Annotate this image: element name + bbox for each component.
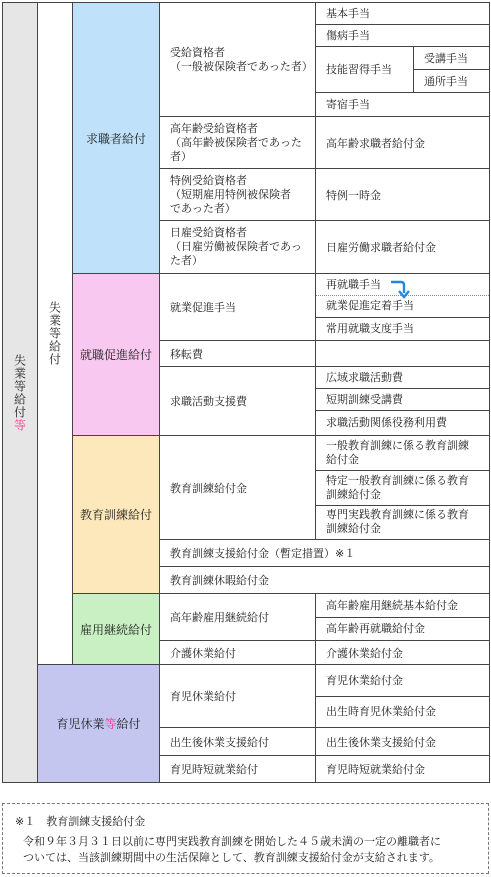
footnote-line2: ついては、当該訓練期間中の生活保障として、教育訓練支援給付金が支給されます。 (23, 851, 440, 864)
job-seeker-category (72, 2, 160, 274)
care-leave-cell (159, 640, 316, 665)
general-edu-item: 一般教育訓練に係る教育訓練 給付金 (326, 439, 469, 466)
short-term-training-item: 短期訓練受講費 (326, 393, 403, 406)
birth-childcare-benefit-item: 出生時育児休業給付金 (326, 704, 436, 718)
postnatal-support-benefit-label: 出生後休業支援給付金 (326, 735, 436, 749)
job-search-services-item: 求職活動関係役務利用費 (326, 416, 447, 429)
elderly-continuation-items (315, 593, 490, 641)
elderly-lump-sum-cell (315, 116, 490, 169)
elderly-recipient-line3: 者） (170, 149, 192, 163)
postnatal-support-cell (159, 727, 316, 756)
short-time-work-benefit-cell (315, 755, 490, 783)
relocation-label: 移転費 (170, 347, 203, 361)
short-time-work-cell (159, 755, 316, 783)
root-label: 失業等給付 (12, 353, 27, 419)
care-leave-label: 介護休業給付 (170, 646, 236, 660)
special-lump-sum-label: 特例一時金 (326, 188, 381, 202)
basic-recipient-cell (159, 2, 316, 117)
promotion-items (315, 273, 490, 341)
education-label: 教育訓練給付 (79, 508, 152, 522)
promotion-allowance-cell (159, 273, 316, 341)
relocation-items (315, 340, 490, 367)
elderly-lump-sum-label: 高年齢求職者給付金 (326, 136, 425, 150)
professional-edu-item: 専門実践教育訓練に係る教育 訓練給付金 (326, 508, 469, 535)
job-seeker-label: 求職者給付 (85, 131, 146, 146)
elderly-reemployment-item: 高年齢再就職給付金 (326, 621, 425, 635)
childcare-label-c: 給付 (116, 717, 141, 731)
promotion-label: 就職促進給付 (79, 348, 152, 362)
day-labor-benefit-cell (315, 220, 490, 274)
relocation-cell (159, 340, 316, 367)
special-recipient-cell (159, 168, 316, 221)
reemployment-allowance-item: 再就職手当 (326, 277, 381, 291)
wide-area-search-item: 広域求職活動費 (326, 371, 403, 384)
root-label-suffix: 等 (12, 418, 27, 432)
basic-recipient-items (315, 2, 490, 117)
special-lump-sum-cell (315, 168, 490, 221)
basic-allowance-item: 基本手当 (326, 7, 370, 20)
unemployment-category (37, 2, 73, 665)
day-labor-benefit-label: 日雇労働求職者給付金 (326, 241, 436, 254)
childcare-leave-benefit-item: 育児休業給付金 (326, 673, 403, 687)
day-laborer-recipient-line3: た者） (170, 254, 203, 267)
elderly-recipient-line2: （高年齢被保険者であった (170, 135, 302, 149)
elderly-recipient-cell (159, 116, 316, 169)
edu-training-benefit-cell (159, 435, 316, 540)
basic-recipient-line1: 受給資格者 (170, 45, 225, 59)
childcare-leave-items (315, 664, 490, 728)
footnote-line1: 令和９年３月３１日以前に専門実践教育訓練を開始した４５歳未満の一定の離職者に (23, 835, 441, 848)
day-laborer-recipient-line2: （日雇労働被保険者であっ (170, 240, 302, 253)
curved-arrow-icon (388, 279, 414, 299)
specific-edu-item: 特定一般教育訓練に係る教育 訓練給付金 (326, 473, 469, 501)
edu-training-leave-label: 教育訓練休暇給付金 (170, 574, 269, 587)
childcare-leave-cell (159, 664, 316, 728)
job-search-support-label: 求職活動支援費 (170, 395, 247, 408)
postnatal-support-benefit-cell (315, 727, 490, 756)
special-recipient-line3: であった者） (170, 201, 236, 215)
employment-continuation-label: 雇用継続給付 (79, 622, 152, 637)
unemployment-label: 失業等給付 (47, 301, 62, 366)
edu-training-support-cell (159, 539, 490, 567)
footnote-box (2, 803, 489, 874)
childcare-category (37, 664, 160, 783)
injury-allowance-item: 傷病手当 (326, 29, 370, 42)
regular-employment-item: 常用就職支度手当 (326, 321, 414, 335)
employment-continuation-category (72, 593, 160, 665)
care-leave-benefit-label: 介護休業給付金 (326, 646, 403, 660)
commuting-allowance-item: 通所手当 (424, 74, 468, 88)
employment-settlement-item: 就業促進定着手当 (326, 299, 414, 312)
root-category (2, 2, 38, 783)
education-category (72, 435, 160, 594)
special-recipient-line1: 特例受給資格者 (170, 173, 247, 187)
education-items (315, 435, 490, 540)
promotion-category (72, 273, 160, 436)
basic-recipient-line2: （一般被保険者であった者） (170, 59, 313, 73)
edu-training-benefit-label: 教育訓練給付金 (170, 481, 247, 495)
childcare-label-b: 等 (104, 717, 117, 731)
job-search-support-cell (159, 366, 316, 436)
elderly-continuation-label: 高年齢雇用継続給付 (170, 611, 269, 624)
childcare-label-a: 育児休業 (56, 717, 105, 731)
course-allowance-item: 受講手当 (424, 51, 468, 65)
elderly-basic-item: 高年齢雇用継続基本給付金 (326, 598, 458, 612)
childcare-leave-label: 育児休業給付 (170, 690, 236, 703)
special-recipient-line2: （短期雇用特例被保険者 (170, 187, 291, 201)
edu-training-leave-cell (159, 566, 490, 594)
postnatal-support-label: 出生後休業支援給付 (170, 735, 269, 749)
short-time-work-benefit-label: 育児時短就業給付金 (326, 763, 425, 776)
short-time-work-label: 育児時短就業給付 (170, 763, 258, 776)
footnote-title: ※１ 教育訓練支援給付金 (15, 815, 146, 828)
skill-allowance-item: 技能習得手当 (326, 63, 392, 76)
elderly-recipient-line1: 高年齢受給資格者 (170, 121, 258, 135)
lodging-allowance-item: 寄宿手当 (326, 97, 370, 111)
day-laborer-recipient-line1: 日雇受給資格者 (170, 226, 247, 239)
day-laborer-recipient-cell (159, 220, 316, 274)
job-search-items (315, 366, 490, 436)
edu-training-support-label: 教育訓練支援給付金（暫定措置）※１ (170, 547, 356, 560)
promotion-allowance-label: 就業促進手当 (170, 301, 236, 314)
elderly-continuation-cell (159, 593, 316, 641)
care-leave-benefit-cell (315, 640, 490, 665)
